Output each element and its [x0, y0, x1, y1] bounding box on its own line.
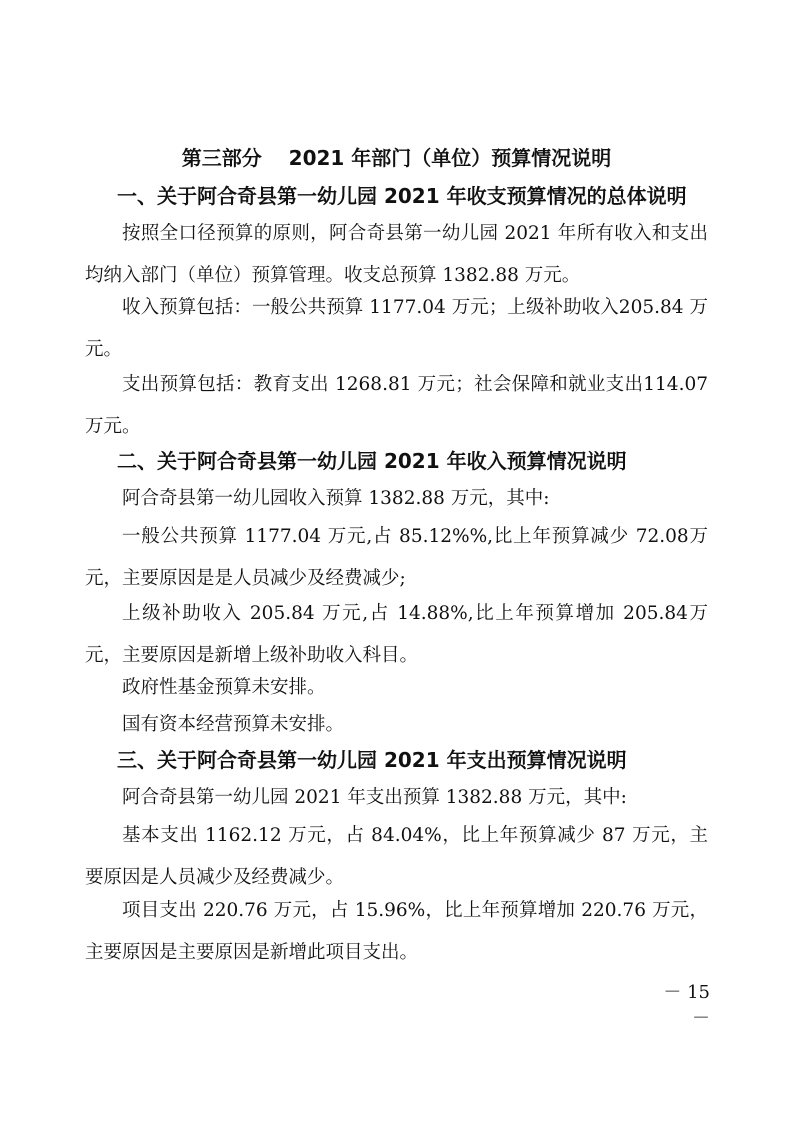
- page-number: － 15 －: [663, 982, 710, 1029]
- paragraph-2-2: 一般公共预算 1177.04 万元,占 85.12%%,比上年预算减少 72.08万元，主要原因是是人员减少及经费减少;: [85, 526, 708, 589]
- section-heading-3: 三、关于阿合奇县第一幼儿园 2021 年支出预算情况说明: [117, 748, 627, 772]
- paragraph-2-4: 政府性基金预算未安排。: [122, 677, 326, 698]
- paragraph-1-2: 收入预算包括：一般公共预算 1177.04 万元；上级补助收入205.84 万元。: [85, 297, 708, 360]
- paragraph-1-1: 按照全口径预算的原则，阿合奇县第一幼儿园 2021 年所有收入和支出均纳入部门（单位）预算管理。收支总预算 1382.88 万元。: [85, 223, 708, 286]
- section-heading-2: 二、关于阿合奇县第一幼儿园 2021 年收入预算情况说明: [117, 449, 627, 473]
- paragraph-1-3: 支出预算包括：教育支出 1268.81 万元；社会保障和就业支出114.07 万元。: [85, 374, 708, 437]
- paragraph-2-1: 阿合奇县第一幼儿园收入预算 1382.88 万元，其中:: [122, 488, 550, 509]
- paragraph-2-5: 国有资本经营预算未安排。: [122, 714, 345, 735]
- section-heading-1: 一、关于阿合奇县第一幼儿园 2021 年收支预算情况的总体说明: [117, 184, 687, 208]
- paragraph-3-3: 项目支出 220.76 万元，占 15.96%，比上年预算增加 220.76 万元，主要原因是主要原因是新增此项目支出。: [85, 900, 708, 963]
- page-title: 第三部分 2021 年部门（单位）预算情况说明: [181, 146, 612, 170]
- paragraph-3-2: 基本支出 1162.12 万元，占 84.04%，比上年预算减少 87 万元，主要原因是人员减少及经费减少。: [85, 825, 708, 888]
- paragraph-3-1: 阿合奇县第一幼儿园 2021 年支出预算 1382.88 万元，其中:: [122, 787, 627, 808]
- paragraph-2-3: 上级补助收入 205.84 万元,占 14.88%,比上年预算增加 205.84万元，主要原因是新增上级补助收入科目。: [85, 603, 708, 666]
